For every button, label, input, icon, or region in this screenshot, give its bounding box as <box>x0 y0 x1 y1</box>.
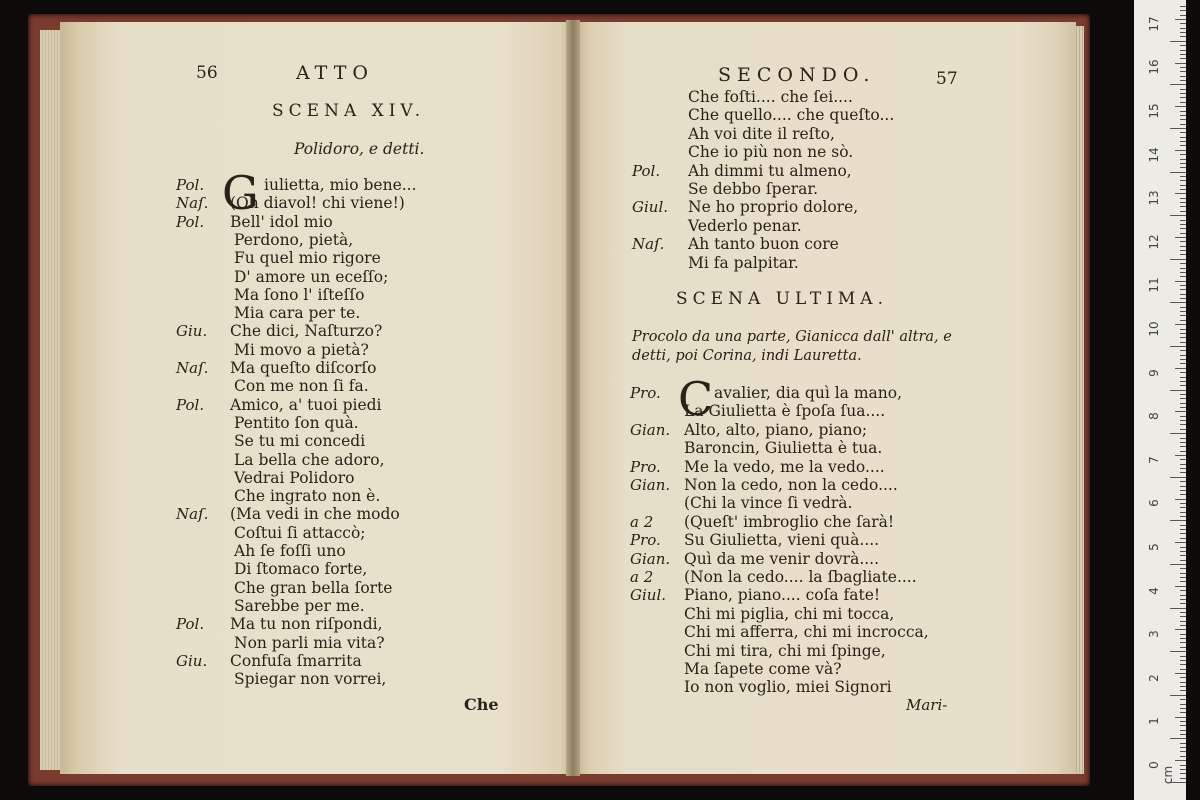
ruler-number: 6 <box>1147 499 1161 508</box>
ruler-tick <box>1180 315 1186 316</box>
ruler-tick <box>1180 616 1186 617</box>
verse-line: Vederlo penar. <box>688 216 802 235</box>
ruler-tick <box>1180 124 1186 125</box>
verse-line: Perdono, pietà, <box>234 230 354 249</box>
speaker-label: Giu. <box>176 651 208 670</box>
verse-line: Fu quel mio rigore <box>234 249 381 268</box>
ruler-tick <box>1180 451 1186 452</box>
speaker-label: Gian. <box>630 476 671 494</box>
ruler-tick <box>1175 324 1186 325</box>
ruler-tick <box>1175 717 1186 718</box>
verse-line: Se debbo ſperar. <box>688 180 819 198</box>
verse-line: Chi mi tira, chi mi ſpinge, <box>684 641 886 660</box>
ruler-tick <box>1180 159 1186 160</box>
page-number-left: 56 <box>196 63 218 83</box>
ruler-tick <box>1170 172 1186 173</box>
catchword-right: Mari- <box>906 696 948 714</box>
ruler-tick <box>1180 599 1186 600</box>
ruler-tick <box>1180 573 1186 574</box>
ruler-tick <box>1180 119 1186 120</box>
verse-line: Con me non ſi fa. <box>234 377 369 396</box>
ruler-tick <box>1180 459 1186 460</box>
ruler-tick <box>1180 76 1186 77</box>
ruler-tick <box>1180 551 1186 552</box>
ruler-tick <box>1180 329 1186 330</box>
speaker-label: Naſ. <box>176 505 209 524</box>
ruler-tick <box>1180 32 1186 33</box>
ruler-tick <box>1180 581 1186 582</box>
ruler-tick <box>1180 403 1186 404</box>
ruler-tick <box>1180 407 1186 408</box>
verse-line: Ah tanto buon core <box>688 235 839 254</box>
verse-line: Confuſa ſmarrita <box>230 651 362 670</box>
ruler-tick <box>1180 538 1186 539</box>
ruler-tick <box>1180 228 1186 229</box>
ruler-tick <box>1170 128 1186 129</box>
ruler-tick <box>1180 363 1186 364</box>
ruler-number: 10 <box>1147 321 1161 337</box>
ruler-tick <box>1170 651 1186 652</box>
ruler-tick <box>1180 669 1186 670</box>
ruler-number: 14 <box>1147 146 1161 163</box>
ruler-tick <box>1180 756 1186 757</box>
verse-line: Io non voglio, miei Signori <box>684 678 892 697</box>
ruler-tick <box>1180 721 1186 722</box>
ruler-tick <box>1175 499 1186 500</box>
character-list-right-1: Procolo da una parte, Gianicca dall' altra, e <box>632 329 952 345</box>
ruler-number: 4 <box>1147 586 1161 595</box>
ruler-tick <box>1180 595 1186 596</box>
verse-line: Su Giulietta, vieni quà.... <box>684 531 880 550</box>
ruler-tick <box>1180 224 1186 225</box>
ruler-tick <box>1180 355 1186 356</box>
ruler-tick <box>1180 464 1186 465</box>
ruler-tick <box>1180 167 1186 168</box>
speaker-label: Giul. <box>632 198 669 217</box>
ruler-tick <box>1180 660 1186 661</box>
verse-line: Ah voi dite il reſto, <box>688 124 835 143</box>
ruler-tick <box>1180 254 1186 255</box>
verse-line: Chi mi afferra, chi mi incrocca, <box>684 623 929 642</box>
ruler-tick <box>1180 656 1186 657</box>
verse-line: Chi mi piglia, chi mi tocca, <box>684 604 895 623</box>
ruler-tick <box>1180 198 1186 199</box>
ruler-tick <box>1180 23 1186 24</box>
ruler-tick <box>1180 560 1186 561</box>
ruler-tick <box>1180 115 1186 116</box>
ruler-tick <box>1180 555 1186 556</box>
ruler-tick <box>1180 80 1186 81</box>
verse-line: Mi movo a pietà? <box>234 340 369 359</box>
ruler-tick <box>1180 333 1186 334</box>
character-list-right-2: detti, poi Corina, indi Lauretta. <box>632 348 862 364</box>
ruler-tick <box>1180 372 1186 373</box>
verse-line: Di ſtomaco forte, <box>234 560 368 579</box>
speaker-label: Giu. <box>176 322 208 341</box>
ruler-tick <box>1180 58 1186 59</box>
ruler-tick <box>1180 769 1186 770</box>
ruler-tick <box>1180 577 1186 578</box>
ruler-tick <box>1170 259 1186 260</box>
verse-line: Che quello.... che queſto... <box>688 106 895 125</box>
verse-line: D' amore un eceſſo; <box>234 267 389 286</box>
ruler-tick <box>1180 621 1186 622</box>
ruler-tick <box>1180 180 1186 181</box>
speaker-label: Pol. <box>176 212 205 231</box>
speaker-label: Pro. <box>630 531 661 550</box>
ruler-tick <box>1180 704 1186 705</box>
ruler-tick <box>1180 420 1186 421</box>
ruler-number: 8 <box>1147 412 1161 421</box>
verse-line: Che dici, Naſturzo? <box>230 322 383 341</box>
verse-line: La bella che adoro, <box>234 450 385 469</box>
ruler-tick <box>1180 359 1186 360</box>
ruler-number: 13 <box>1147 190 1161 206</box>
ruler-tick <box>1180 233 1186 234</box>
scene-title-left: SCENA XIV. <box>272 101 426 121</box>
ruler-tick <box>1180 185 1186 186</box>
ruler-tick <box>1180 89 1186 90</box>
ruler-tick <box>1180 664 1186 665</box>
ruler-tick <box>1180 494 1186 495</box>
speaker-label: Pol. <box>632 161 661 180</box>
ruler-tick <box>1180 15 1186 16</box>
verse-line: Alto, alto, piano, piano; <box>684 420 868 439</box>
ruler-number: 17 <box>1147 16 1161 32</box>
ruler-tick <box>1180 468 1186 469</box>
verse-line: Piano, piano.... coſa fate! <box>684 586 881 605</box>
ruler-tick <box>1180 547 1186 548</box>
measurement-ruler <box>1134 0 1186 800</box>
ruler-tick <box>1170 215 1186 216</box>
ruler-tick <box>1180 294 1186 295</box>
ruler-tick <box>1175 193 1186 194</box>
ruler-number: 5 <box>1147 543 1161 551</box>
ruler-number: 1 <box>1147 717 1161 726</box>
verse-line: avalier, dia quì la mano, <box>714 384 903 402</box>
ruler-tick <box>1180 97 1186 98</box>
ruler-tick <box>1180 568 1186 569</box>
speaker-label: Pro. <box>630 384 661 402</box>
ruler-number: 2 <box>1147 673 1161 682</box>
ruler-tick <box>1180 263 1186 264</box>
verse-line: Ma ſapete come và? <box>684 660 842 678</box>
ruler-tick <box>1180 71 1186 72</box>
ruler-number: 9 <box>1147 368 1161 377</box>
ruler-tick <box>1180 603 1186 604</box>
ruler-tick <box>1180 111 1186 112</box>
ruler-tick <box>1180 765 1186 766</box>
ruler-tick <box>1180 625 1186 626</box>
ruler-tick <box>1180 93 1186 94</box>
ruler-tick <box>1180 743 1186 744</box>
ruler-tick <box>1180 416 1186 417</box>
ruler-tick <box>1175 760 1186 761</box>
ruler-tick <box>1170 84 1186 85</box>
running-header-left: ATTO <box>296 62 374 84</box>
speaker-label: a 2 <box>630 512 654 531</box>
ruler-tick <box>1180 211 1186 212</box>
ruler-tick <box>1180 529 1186 530</box>
ruler-number: 7 <box>1147 455 1161 464</box>
drop-cap-right: C <box>678 372 714 426</box>
ruler-tick <box>1180 699 1186 700</box>
page-number-right: 57 <box>936 69 958 89</box>
ruler-tick <box>1180 337 1186 338</box>
verse-line: Ah dimmi tu almeno, <box>688 161 852 180</box>
speaker-label: Pol. <box>176 615 205 634</box>
verse-line: (Non la cedo.... la ſbagliate.... <box>684 568 917 586</box>
verse-line: Spiegar non vorrei, <box>234 670 387 689</box>
ruler-tick <box>1180 751 1186 752</box>
ruler-tick <box>1180 320 1186 321</box>
ruler-tick <box>1180 6 1186 7</box>
ruler-tick <box>1180 45 1186 46</box>
ruler-tick <box>1170 520 1186 521</box>
ruler-tick <box>1180 307 1186 308</box>
verse-line: La Giulietta è ſpoſa ſua.... <box>684 402 886 421</box>
verse-line: Bell' idol mio <box>230 212 333 231</box>
ruler-tick <box>1180 311 1186 312</box>
ruler-tick <box>1180 176 1186 177</box>
ruler-tick <box>1180 730 1186 731</box>
ruler-tick <box>1180 145 1186 146</box>
verse-line: Che foſti.... che ſei.... <box>688 88 853 106</box>
ruler-tick <box>1175 106 1186 107</box>
verse-line: Che ingrato non è. <box>234 487 381 506</box>
ruler-tick <box>1180 516 1186 517</box>
ruler-number: 16 <box>1147 59 1161 76</box>
ruler-tick <box>1175 150 1186 151</box>
ruler-tick <box>1180 503 1186 504</box>
speaker-label: Pol. <box>176 395 205 414</box>
verse-line: Che gran bella ſorte <box>234 578 393 597</box>
ruler-tick <box>1175 542 1186 543</box>
ruler-tick <box>1180 10 1186 11</box>
ruler-tick <box>1180 725 1186 726</box>
ruler-tick <box>1180 398 1186 399</box>
verse-line: Ma tu non riſpondi, <box>230 615 383 634</box>
ruler-tick <box>1175 629 1186 630</box>
ruler-tick <box>1175 368 1186 369</box>
ruler-tick <box>1180 778 1186 779</box>
ruler-tick <box>1180 102 1186 103</box>
ruler-tick <box>1175 586 1186 587</box>
ruler-tick <box>1180 163 1186 164</box>
verse-line: Se tu mi concedi <box>234 432 366 451</box>
drop-cap-left: G <box>222 166 259 220</box>
ruler-tick <box>1180 272 1186 273</box>
ruler-tick <box>1180 747 1186 748</box>
verse-line: Ma queſto diſcorſo <box>230 359 377 377</box>
speaker-label: Pol. <box>176 176 205 194</box>
ruler-tick <box>1170 433 1186 434</box>
ruler-tick <box>1175 63 1186 64</box>
ruler-tick <box>1180 276 1186 277</box>
ruler-tick <box>1170 608 1186 609</box>
ruler-number: 15 <box>1147 103 1161 119</box>
ruler-tick <box>1180 590 1186 591</box>
ruler-tick <box>1180 446 1186 447</box>
ruler-tick <box>1180 54 1186 55</box>
ruler-tick <box>1180 708 1186 709</box>
ruler-tick <box>1180 285 1186 286</box>
ruler-tick <box>1180 289 1186 290</box>
verse-line: Non la cedo, non la cedo.... <box>684 476 898 494</box>
ruler-tick <box>1175 673 1186 674</box>
ruler-tick <box>1175 411 1186 412</box>
verse-line: Me la vedo, me la vedo.... <box>684 457 885 476</box>
ruler-tick <box>1180 246 1186 247</box>
ruler-tick <box>1180 268 1186 269</box>
ruler-tick <box>1180 429 1186 430</box>
ruler-tick <box>1180 486 1186 487</box>
ruler-tick <box>1180 634 1186 635</box>
ruler-tick <box>1180 141 1186 142</box>
ruler-tick <box>1170 695 1186 696</box>
speaker-label: Naſ. <box>632 235 665 254</box>
verse-line: (Oh diavol! chi viene!) <box>230 194 405 213</box>
ruler-tick <box>1180 438 1186 439</box>
verse-line: Coſtui ſi attaccò; <box>234 523 366 542</box>
verse-line: (Ma vedi in che modo <box>230 505 400 524</box>
ruler-tick <box>1170 564 1186 565</box>
verse-line: Non parli mia vita? <box>234 633 385 652</box>
ruler-number: 11 <box>1147 277 1161 294</box>
speaker-label: Gian. <box>630 420 671 439</box>
ruler-tick <box>1175 281 1186 282</box>
ruler-tick <box>1180 202 1186 203</box>
ruler-tick <box>1170 390 1186 391</box>
verse-line: Ma ſono l' iſteſſo <box>234 285 365 304</box>
ruler-tick <box>1170 302 1186 303</box>
ruler-tick <box>1180 512 1186 513</box>
ruler-tick <box>1180 682 1186 683</box>
verse-line: Mia cara per te. <box>234 304 361 323</box>
verse-line: Amico, a' tuoi piedi <box>230 395 382 414</box>
ruler-tick <box>1180 712 1186 713</box>
verse-line: Vedrai Polidoro <box>234 468 355 487</box>
verse-line: Pentito ſon quà. <box>234 413 359 432</box>
ruler-tick <box>1180 132 1186 133</box>
ruler-tick <box>1175 455 1186 456</box>
ruler-tick <box>1180 424 1186 425</box>
speaker-label: Naſ. <box>176 359 209 377</box>
ruler-tick <box>1180 189 1186 190</box>
ruler-tick <box>1180 377 1186 378</box>
verse-line: Ah ſe foſſi uno <box>234 542 346 560</box>
ruler-tick <box>1180 677 1186 678</box>
ruler-tick <box>1180 442 1186 443</box>
ruler-tick <box>1180 50 1186 51</box>
character-list-left: Polidoro, e detti. <box>294 140 425 158</box>
speaker-label: Naſ. <box>176 194 209 213</box>
verse-line: Mi fa palpitar. <box>688 253 799 272</box>
ruler-number: 0 <box>1147 761 1161 769</box>
book-gutter <box>566 20 580 776</box>
ruler-tick <box>1170 346 1186 347</box>
ruler-tick <box>1180 525 1186 526</box>
speaker-label: Gian. <box>630 549 671 568</box>
verse-line: (Chi la vince ſi vedrà. <box>684 494 853 513</box>
ruler-tick <box>1180 472 1186 473</box>
verse-line: Ne ho proprio dolore, <box>688 198 859 217</box>
ruler-tick <box>1175 237 1186 238</box>
ruler-tick <box>1180 394 1186 395</box>
ruler-tick <box>1180 381 1186 382</box>
ruler-tick <box>1180 385 1186 386</box>
ruler-tick <box>1180 28 1186 29</box>
ruler-tick <box>1180 154 1186 155</box>
ruler-tick <box>1170 738 1186 739</box>
ruler-tick <box>1180 220 1186 221</box>
ruler-tick <box>1180 642 1186 643</box>
catchword-left: Che <box>464 695 499 714</box>
ruler-tick <box>1180 350 1186 351</box>
speaker-label: a 2 <box>630 568 654 586</box>
verse-line: (Queſt' imbroglio che ſarà! <box>684 512 895 531</box>
ruler-tick <box>1180 490 1186 491</box>
ruler-tick <box>1180 250 1186 251</box>
ruler-tick <box>1180 690 1186 691</box>
ruler-tick <box>1180 638 1186 639</box>
verse-line: Baroncin, Giulietta è tua. <box>684 439 883 458</box>
ruler-tick <box>1180 342 1186 343</box>
ruler-tick <box>1180 241 1186 242</box>
ruler-tick <box>1180 481 1186 482</box>
ruler-tick <box>1180 773 1186 774</box>
running-header-right: SECONDO. <box>718 64 876 86</box>
verse-line: iulietta, mio bene... <box>264 176 417 194</box>
speaker-label: Pro. <box>630 457 661 476</box>
ruler-tick <box>1180 36 1186 37</box>
scene-title-right: SCENA ULTIMA. <box>676 289 888 309</box>
ruler-tick <box>1170 41 1186 42</box>
ruler-tick <box>1180 533 1186 534</box>
ruler-number: 12 <box>1147 234 1161 250</box>
ruler-number: 3 <box>1147 630 1161 639</box>
ruler-tick <box>1180 647 1186 648</box>
speaker-label: Giul. <box>630 586 667 605</box>
ruler-tick <box>1180 67 1186 68</box>
ruler-tick <box>1180 206 1186 207</box>
verse-line: Quì da me venir dovrà.... <box>684 549 880 568</box>
verse-line: Che io più non ne sò. <box>688 143 854 162</box>
ruler-tick <box>1180 612 1186 613</box>
ruler-tick <box>1180 686 1186 687</box>
ruler-tick <box>1180 734 1186 735</box>
ruler-unit: cm <box>1161 765 1175 785</box>
ruler-tick <box>1180 137 1186 138</box>
ruler-tick <box>1175 19 1186 20</box>
verse-line: Sarebbe per me. <box>234 596 365 615</box>
ruler-tick <box>1180 298 1186 299</box>
ruler-tick <box>1170 477 1186 478</box>
ruler-tick <box>1180 507 1186 508</box>
